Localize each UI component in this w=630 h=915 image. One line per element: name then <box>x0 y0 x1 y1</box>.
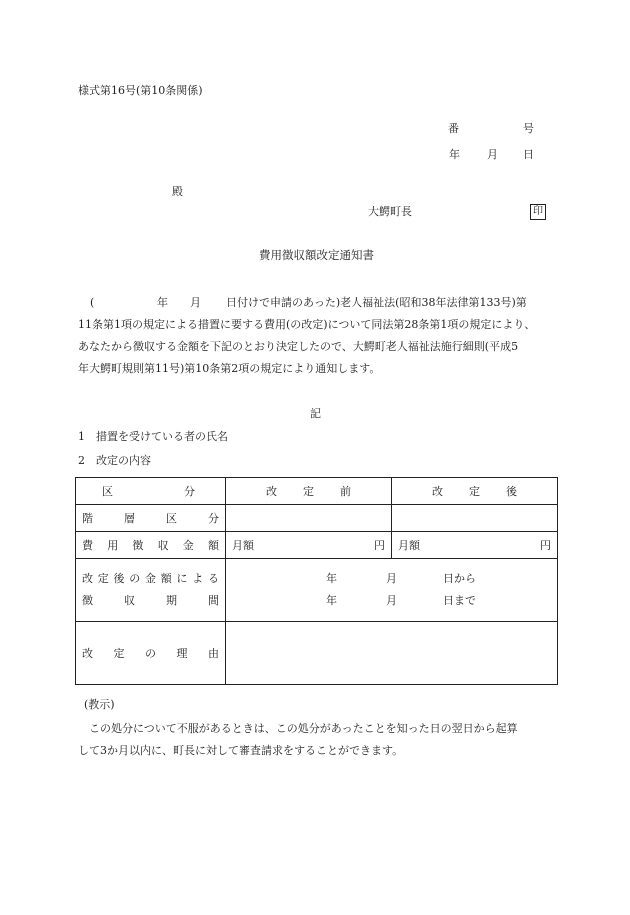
fee-after-monthly-label: 月額 <box>398 539 420 552</box>
header-before-char: 定 <box>303 485 314 498</box>
header-before-char: 前 <box>340 485 351 498</box>
fee-before-cell[interactable] <box>226 532 392 559</box>
instruction-line-2: して3か月以内に、町長に対して審査請求をすることができます。 <box>78 744 404 757</box>
body-line-1-rest: 日付けで申請のあった)老人福祉法(昭和38年法律第133号)第 <box>226 296 527 309</box>
date-year-label: 年 <box>449 148 460 161</box>
document-title: 費用徴収額改定通知書 <box>259 248 374 262</box>
period-end-day-to: 日まで <box>443 594 476 607</box>
period-label-char: 後 <box>113 572 125 585</box>
body-line-4: 年大鰐町規則第11号)第10条第2項の規定により通知します。 <box>78 362 381 375</box>
period-label-char: 収 <box>124 594 135 607</box>
period-label-char: 金 <box>145 572 156 585</box>
issuer-name: 大鰐町長 <box>368 205 412 218</box>
reason-value-cell[interactable] <box>226 622 558 685</box>
period-label-char: 徴 <box>82 594 93 607</box>
period-label-char: 期 <box>166 594 177 607</box>
reason-label-char: 改 <box>82 647 93 660</box>
fee-before-yen: 円 <box>374 539 385 552</box>
fee-label-char: 額 <box>207 539 219 552</box>
number-label-ban: 番 <box>448 122 459 135</box>
period-start-day-from: 日から <box>443 572 476 585</box>
reason-label-cell <box>76 622 226 685</box>
period-label-char: の <box>129 572 141 585</box>
period-end-year-label: 年 <box>326 594 337 607</box>
period-label-char: よ <box>192 572 204 585</box>
fee-label-char: 収 <box>157 539 169 552</box>
period-label-cell <box>76 559 226 622</box>
tier-row <box>76 505 558 532</box>
fee-label-cell <box>76 532 226 559</box>
tier-label-cell <box>76 505 226 532</box>
notice-body <box>78 292 568 380</box>
form-number: 様式第16号(第10条関係) <box>78 84 203 97</box>
header-category-char: 分 <box>184 485 195 498</box>
tier-label-char: 階 <box>82 512 93 525</box>
period-label-char: 間 <box>208 594 219 607</box>
header-category-cell <box>76 478 226 505</box>
header-before-cell <box>226 478 392 505</box>
fee-row <box>76 532 558 559</box>
header-after-char: 後 <box>506 485 517 498</box>
ki-heading: 記 <box>310 407 321 420</box>
header-after-char: 改 <box>432 485 443 498</box>
tier-after-cell[interactable] <box>392 505 558 532</box>
period-end-month-label: 月 <box>386 594 397 607</box>
tier-label-char: 層 <box>124 512 135 525</box>
period-label-char: 額 <box>160 572 172 585</box>
fee-after-cell[interactable] <box>392 532 558 559</box>
fee-label-char: 金 <box>182 539 194 552</box>
reason-label-char: 定 <box>113 647 125 660</box>
period-row <box>76 559 558 622</box>
number-label-go: 号 <box>523 122 534 135</box>
period-value-cell[interactable] <box>226 559 558 622</box>
fee-label-char: 費 <box>82 539 93 552</box>
date-month-label: 月 <box>487 148 498 161</box>
header-before-char: 改 <box>266 485 277 498</box>
fee-label-char: 徴 <box>132 539 144 552</box>
period-start-month-label: 月 <box>386 572 397 585</box>
reason-label-char: 理 <box>176 647 188 660</box>
table-header-row <box>76 478 558 505</box>
period-label-char: る <box>208 572 219 585</box>
item-2-change-details: 2 改定の内容 <box>78 454 151 467</box>
header-after-cell <box>392 478 558 505</box>
period-label-char: 定 <box>97 572 109 585</box>
period-label-char: に <box>176 572 188 585</box>
body-line-2: 11条第1項の規定による措置に要する費用(の改定)について同法第28条第1項の規定により、 <box>78 318 536 331</box>
tier-label-char: 分 <box>208 512 219 525</box>
body-month-label: 月 <box>190 296 201 309</box>
instruction-heading: (教示) <box>84 698 115 711</box>
reason-label-char: の <box>145 647 156 660</box>
reason-label-char: 由 <box>208 647 219 660</box>
instruction-line-1: この処分について不服があるときは、この処分があったことを知った日の翌日から起算 <box>89 722 518 735</box>
seal-mark: 印 <box>530 204 546 220</box>
body-open-paren: ( <box>90 296 95 309</box>
period-label-char: 改 <box>82 572 93 585</box>
reason-row <box>76 622 558 685</box>
header-category-char: 区 <box>102 485 113 498</box>
body-line-1 <box>78 292 568 314</box>
addressee-suffix: 殿 <box>172 185 183 198</box>
header-after-char: 定 <box>469 485 480 498</box>
date-day-label: 日 <box>523 148 534 161</box>
item-1-subject-name: 1 措置を受けている者の氏名 <box>78 430 228 443</box>
tier-before-cell[interactable] <box>226 505 392 532</box>
revision-table <box>75 477 558 685</box>
body-line-3: あなたから徴収する金額を下記のとおり決定したので、大鰐町老人福祉法施行細則(平成5 <box>78 340 519 353</box>
fee-label-char: 用 <box>107 539 119 552</box>
body-year-label: 年 <box>157 296 168 309</box>
fee-before-monthly-label: 月額 <box>232 539 254 552</box>
period-start-year-label: 年 <box>326 572 337 585</box>
fee-after-yen: 円 <box>540 539 551 552</box>
tier-label-char: 区 <box>166 512 177 525</box>
